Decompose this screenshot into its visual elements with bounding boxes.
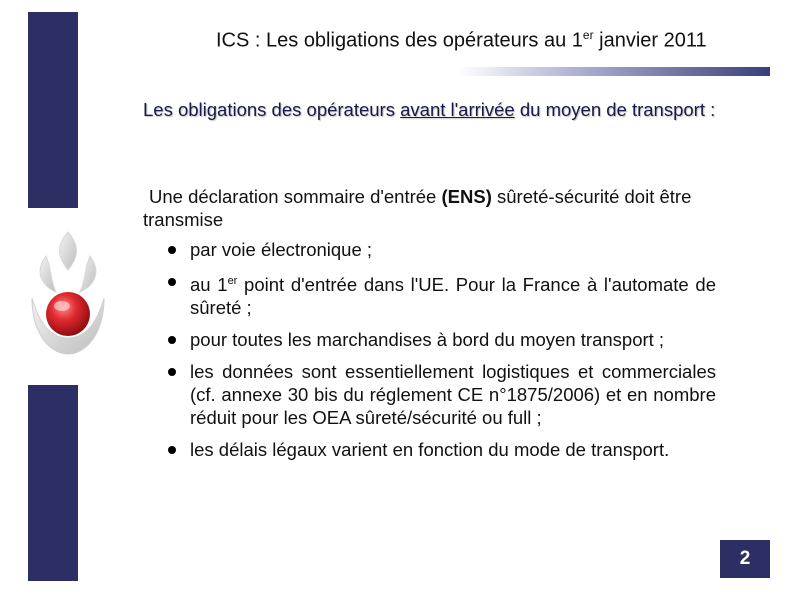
bullet-text: les délais légaux varient en fonction du mode de transport. (190, 439, 670, 461)
bullet-dot-icon (168, 278, 176, 286)
title-underline-rule (458, 67, 770, 76)
bullet-text: pour toutes les marchandises à bord du moyen transport ; (190, 329, 665, 351)
bullet-text-pre: au 1 (190, 274, 228, 296)
douane-flame-emblem-icon (24, 226, 112, 372)
title-prefix: ICS : (216, 29, 261, 52)
bullet-text: les données sont essentiellement logistiques et commerciales (cf. annexe 30 bis du réglement CE n°1875/2006) et en nombre réduit pour les OEA sûreté/sécurité ou full ; (190, 361, 716, 429)
bullet-item-deadlines (168, 438, 716, 461)
title-main: Les obligations des opérateurs au 1 (260, 29, 583, 52)
page-number-badge (720, 540, 770, 578)
intro-paragraph (143, 185, 719, 231)
bullet-dot-icon (168, 246, 176, 254)
bullet-dot-icon (168, 368, 176, 376)
bullet-dot-icon (168, 336, 176, 344)
bullet-superscript: er (227, 275, 238, 287)
title-suffix: janvier 2011 (593, 29, 707, 52)
section-subtitle (143, 98, 716, 121)
page-title (216, 28, 707, 53)
bullet-dot-icon (168, 446, 176, 454)
left-decorative-bar-top (28, 12, 78, 208)
subtitle-part1: Les obligations des opérateurs (143, 99, 401, 120)
bullet-list (168, 238, 716, 470)
page-number: 2 (739, 548, 751, 569)
left-decorative-bar-bottom (28, 385, 78, 581)
intro-ens: (ENS) (441, 186, 492, 207)
bullet-item-entry-point (168, 270, 716, 319)
bullet-item-electronic (168, 238, 716, 261)
title-superscript: er (582, 28, 594, 42)
subtitle-emphasis: avant l'arrivée (400, 99, 515, 120)
subtitle-part3: du moyen de transport : (514, 99, 716, 120)
bullet-item-goods (168, 328, 716, 351)
intro-part1: Une déclaration sommaire d'entrée (149, 186, 442, 207)
bullet-text-post: point d'entrée dans l'UE. Pour la France à l'automate de sûreté ; (190, 274, 716, 319)
bullet-item-data (168, 360, 716, 429)
intro-part3: sûreté-sécurité doit être transmise (143, 186, 692, 230)
bullet-text: par voie électronique ; (190, 239, 373, 260)
